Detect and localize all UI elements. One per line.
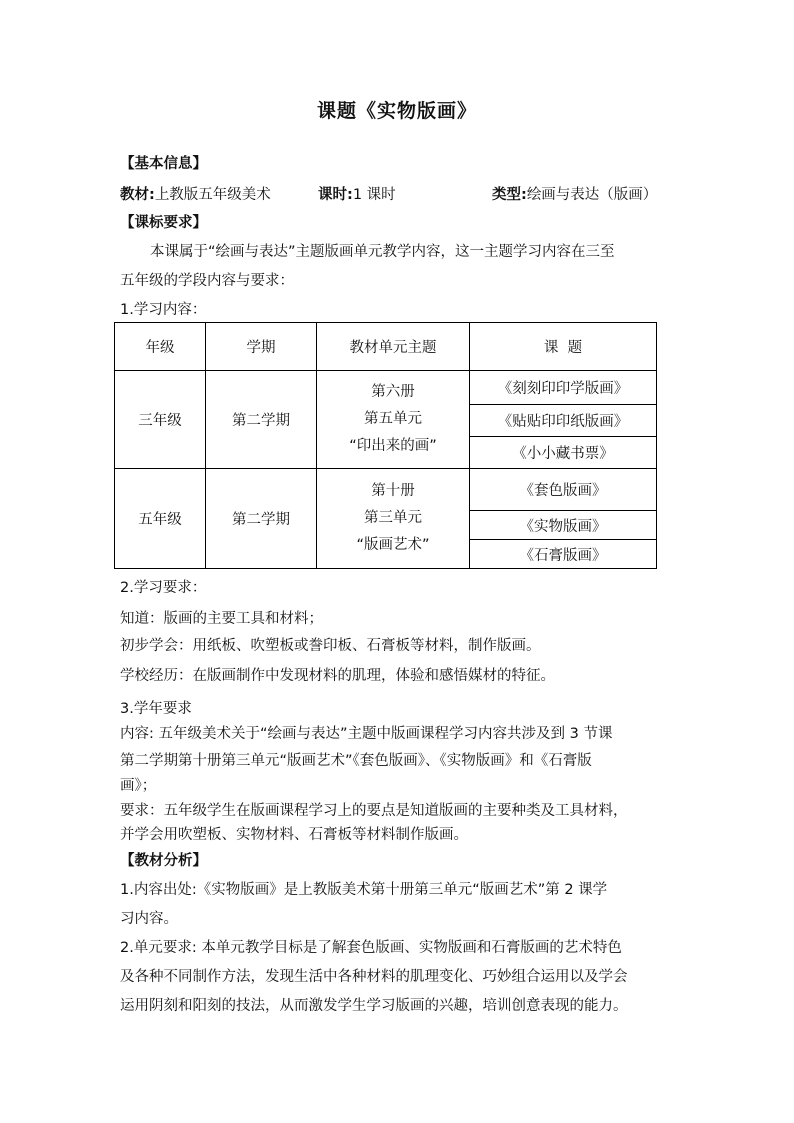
curriculum-intro-line1: 本课属于“绘画与表达”主题版画单元教学内容，这一主题学习内容在三至 — [150, 244, 615, 260]
row2-semester: 第二学期 — [206, 469, 317, 569]
textbook-line — [120, 185, 271, 205]
header-unit-theme: 教材单元主题 — [317, 323, 470, 371]
curriculum-table — [114, 322, 657, 569]
content-line2: 第二学期第十册第三单元“版画艺术”《套色版画》、《实物版画》和《石膏版 — [120, 753, 592, 769]
analysis-p1-line1: 1.内容出处:《实物版画》是上教版美术第十册第三单元“版画艺术”第 2 课学 — [120, 882, 608, 898]
hours-value: 1 课时 — [352, 187, 396, 203]
hours-label: 课时: — [318, 187, 353, 203]
row1-unit-number: 第五单元 — [364, 411, 422, 427]
row2-lesson-1: 《套色版画》 — [470, 469, 657, 511]
table-row — [115, 469, 657, 511]
row1-unit-theme: “印出来的画” — [349, 438, 437, 454]
row2-lesson-3: 《石膏版画》 — [470, 540, 657, 569]
content-line1: 内容: 五年级美术关于“绘画与表达”主题中版画课程学习内容共涉及到 3 节课 — [120, 726, 613, 742]
row2-unit — [317, 469, 470, 569]
year-requirements-label: 3.学年要求 — [120, 701, 192, 717]
type-label: 类型: — [492, 187, 527, 203]
row1-lesson-3: 《小小藏书票》 — [470, 437, 657, 469]
row2-unit-number: 第三单元 — [364, 510, 422, 526]
learning-content-label: 1.学习内容： — [120, 302, 207, 318]
row2-grade: 五年级 — [115, 469, 206, 569]
textbook-label: 教材: — [120, 187, 155, 203]
analysis-heading: 【教材分析】 — [120, 853, 207, 869]
basic-info-heading: 【基本信息】 — [120, 156, 207, 172]
curriculum-heading: 【课标要求】 — [120, 215, 207, 231]
row1-unit-book: 第六册 — [371, 384, 415, 400]
analysis-p1-line2: 习内容。 — [120, 911, 178, 927]
header-grade: 年级 — [115, 323, 206, 371]
analysis-p2-line1: 2.单元要求: 本单元教学目标是了解套色版画、实物版画和石膏版画的艺术特色 — [120, 940, 622, 956]
header-semester: 学期 — [206, 323, 317, 371]
requirement-line2: 并学会用吹塑板、实物材料、石膏板等材料制作版画。 — [120, 827, 468, 843]
row1-semester: 第二学期 — [206, 371, 317, 469]
header-lesson: 课 题 — [470, 323, 657, 371]
row1-grade: 三年级 — [115, 371, 206, 469]
analysis-p2-line3: 运用阴刻和阳刻的技法，从而激发学生学习版画的兴趣，培训创意表现的能力。 — [120, 998, 628, 1014]
row2-unit-theme: “版画艺术” — [356, 537, 430, 553]
textbook-value: 上教版五年级美术 — [154, 187, 271, 203]
type-value: 绘画与表达（版画） — [526, 187, 658, 203]
content-line3: 画》； — [120, 778, 157, 794]
page-title: 课题《实物版画》 — [316, 100, 477, 122]
type-line — [492, 185, 657, 205]
row2-unit-book: 第十册 — [371, 483, 415, 499]
row1-unit — [317, 371, 470, 469]
row2-lesson-2: 《实物版画》 — [470, 511, 657, 540]
requirement-line1: 要求：五年级学生在版画课程学习上的要点是知道版画的主要种类及工具材料， — [120, 803, 628, 819]
analysis-p2-line2: 及各种不同制作方法，发现生活中各种材料的肌理变化、巧妙组合运用以及学会 — [120, 969, 628, 985]
curriculum-intro-line2: 五年级的学段内容与要求： — [120, 273, 294, 289]
table-row — [115, 371, 657, 405]
know-line: 知道：版画的主要工具和材料； — [120, 611, 323, 627]
experience-line: 学校经历：在版画制作中发现材料的肌理，体验和感悟媒材的特征。 — [120, 668, 555, 684]
row1-lesson-1: 《刻刻印印学版画》 — [470, 371, 657, 405]
row1-lesson-2: 《贴贴印印纸版画》 — [470, 405, 657, 437]
initial-learning-line: 初步学会：用纸板、吹塑板或誊印板、石膏板等材料，制作版画。 — [120, 638, 541, 654]
learning-requirements-label: 2.学习要求： — [120, 580, 207, 596]
table-header-row — [115, 323, 657, 371]
hours-line — [318, 185, 396, 205]
